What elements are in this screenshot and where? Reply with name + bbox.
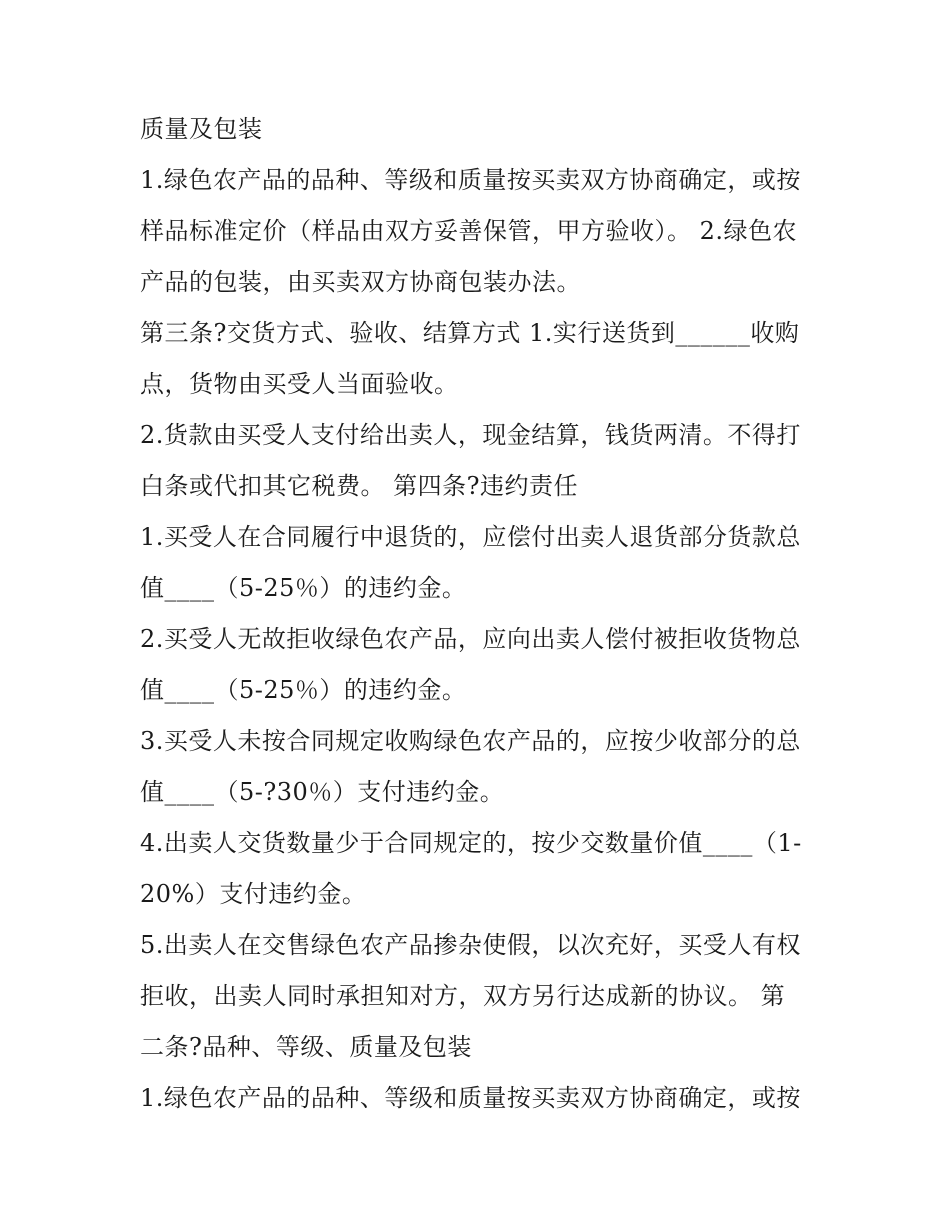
text-line: 1.买受人在合同履行中退货的，应偿付出卖人退货部分货款总 <box>140 523 801 551</box>
text-line: 样品标准定价（样品由双方妥善保管，甲方验收）。 2.绿色农 <box>140 217 798 245</box>
text-line: 值____（5-?30％）支付违约金。 <box>140 778 505 806</box>
text-line: 1.绿色农产品的品种、等级和质量按买卖双方协商确定，或按 <box>140 166 801 194</box>
text-line: 质量及包装 <box>140 115 263 143</box>
text-line: 1.绿色农产品的品种、等级和质量按买卖双方协商确定，或按 <box>140 1084 801 1112</box>
text-line: 值____（5-25％）的违约金。 <box>140 574 467 602</box>
text-line: 3.买受人未按合同规定收购绿色农产品的，应按少收部分的总 <box>140 727 801 755</box>
text-line: 2.货款由买受人支付给出卖人，现金结算，钱货两清。不得打 <box>140 421 801 449</box>
text-line: 点，货物由买受人当面验收。 <box>140 370 459 398</box>
text-line: 白条或代扣其它税费。 第四条?违约责任 <box>140 472 578 500</box>
text-line: 20%）支付违约金。 <box>140 880 367 908</box>
text-line: 二条?品种、等级、质量及包装 <box>140 1033 472 1061</box>
text-line: 4.出卖人交货数量少于合同规定的，按少交数量价值____（1- <box>140 829 802 857</box>
text-line: 第三条?交货方式、验收、结算方式 1.实行送货到______收购 <box>140 319 800 347</box>
text-line: 2.买受人无故拒收绿色农产品，应向出卖人偿付被拒收货物总 <box>140 625 801 653</box>
document-body <box>140 110 820 1130</box>
text-line: 5.出卖人在交售绿色农产品掺杂使假，以次充好，买受人有权 <box>140 931 801 959</box>
text-line: 产品的包装，由买卖双方协商包装办法。 <box>140 268 581 296</box>
text-line: 拒收，出卖人同时承担知对方，双方另行达成新的协议。 第 <box>140 982 786 1010</box>
text-line: 值____（5-25％）的违约金。 <box>140 676 467 704</box>
